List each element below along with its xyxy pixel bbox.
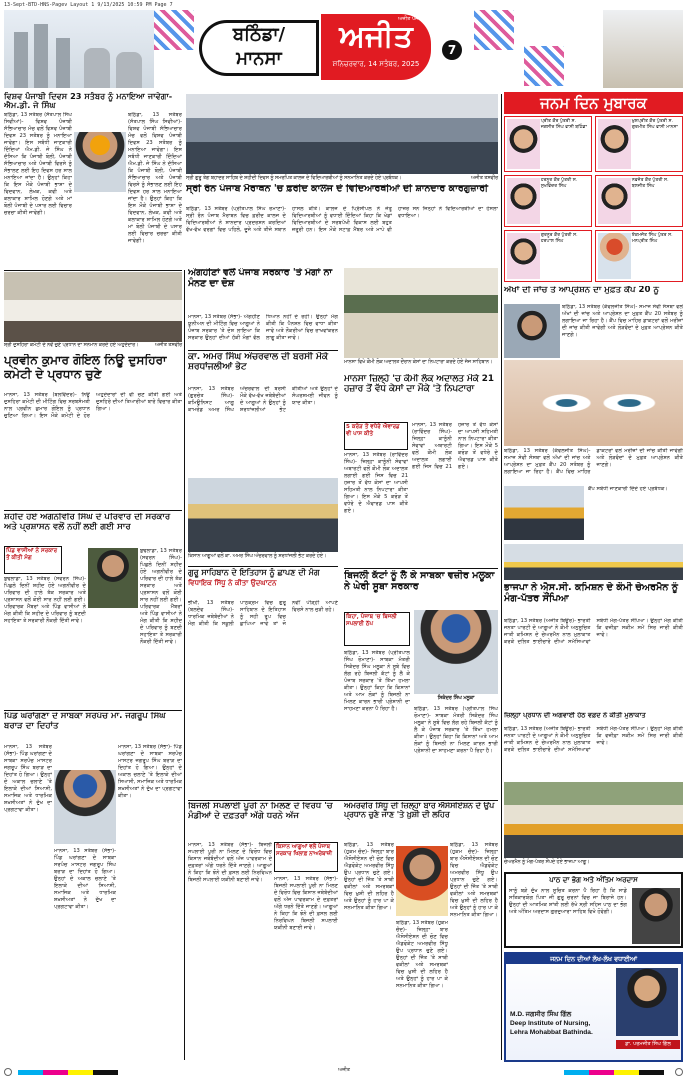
page-slug: 13-Sept-BTD-HNS-Pagev Layout 1 9/13/2025 10:59 PM Page 7 <box>4 2 173 8</box>
marathon-headline: ਸ੍ਰੀ ਰੰਨ ਪੰਜਾਬ ਮੈਰਾਥਨ 'ਚ ਫ਼ਰੀਦ ਕਾਲਜ ਦੇ ਵਿਦਿਆਰਥੀਆਂ ਦੀ ਸ਼ਾਨਦਾਰ ਕਾਰਗੁਜ਼ਾਰੀ <box>186 184 488 194</box>
marathon-group-photo <box>186 94 498 174</box>
dussehra-committee-photo <box>4 272 182 342</box>
birthday-card-text: ਖ਼ੁਸ਼ਪ੍ਰੀਤ ਕੌਰ ਪੁੱਤਰੀ ਸ. ਗੁਰਮੀਤ ਸਿੰਘ ਵਾਸੀ ਮਾਨਸਾ <box>631 119 678 130</box>
amar-tribute-photo <box>188 478 338 552</box>
malooka-body: ਬਠਿੰਡਾ, 13 ਸਤੰਬਰ (ਪ੍ਰੀਤਪਾਲ ਸਿੰਘ ਰੋਮਾਣਾ)- ਸਾਬਕਾ ਮੰਤਰੀ ਸਿਕੰਦਰ ਸਿੰਘ ਮਲੂਕਾ ਨੇ ਸੂਬੇ ਵਿਚ ਲੱਗ ਰਹੇ ਬਿਜਲੀ ਕੱਟਾਂ ਨੂੰ ਲੈ ਕੇ ਪੰਜਾਬ ਸਰਕਾਰ 'ਤੇ ਤਿੱਖਾ ਹਮਲਾ ਕੀਤਾ। ਉਨ੍ਹਾਂ ਕਿਹਾ ਕਿ ਕਿਸਾਨਾਂ ਅਤੇ ਆਮ ਲੋਕਾਂ ਨੂੰ ਬਿਜਲੀ ਨਾ ਮਿਲਣ ਕਾਰਨ ਭਾਰੀ ਪ੍ਰੇਸ਼ਾਨੀ ਦਾ ਸਾਹਮਣਾ ਕਰਨਾ ਪੈ ਰਿਹਾ ਹੈ। <box>344 650 410 712</box>
amar-headline: ਕਾ. ਅਮਰ ਸਿੰਘ ਅੰਚਰਵਾਲ ਦੀ ਬਰਸੀ ਮੌਕੇ ਸ਼ਰਧਾਂਜਲੀਆਂ ਭੇਟ <box>188 352 329 373</box>
child-photo <box>598 119 631 169</box>
history-body: ਭੀਖੀ, 13 ਸਤੰਬਰ (ਬਲਦੇਵ ਸਿੰਘ)- ਧਾਰਮਿਕ ਜਥੇਬੰਦੀਆਂ ਨੇ ਮੰਗ ਕੀਤੀ ਕਿ ਸਕੂਲੀ ਪਾਠਕ੍ਰਮ ਵਿਚ ਗੁਰੂ ਸਾਹਿਬਾਨ ਦੇ ਇਤਿਹਾਸ ਨੂੰ ਸਹੀ ਰੂਪ ਵਿਚ ਛਾਪਿਆ ਜਾਵੇ ਤਾਂ ਜੋ ਨਵੀਂ ਪੀੜ੍ਹੀ ਆਪਣੇ ਵਿਰਸੇ ਨਾਲ ਜੁੜੀ ਰਹੇ। <box>188 600 338 627</box>
bjp-photo-caption: ਚੇਅਰਮੈਨ ਨੂੰ ਮੰਗ-ਪੱਤਰ ਸੌਂਪਦੇ ਹੋਏ ਭਾਜਪਾ ਆਗੂ। <box>504 860 590 865</box>
dussehra-photo-caption: ਸ਼੍ਰੀ ਦੁਸਹਿਰਾ ਕਮੇਟੀ ਦੇ ਨਵੇਂ ਚੁਣੇ ਪ੍ਰਧਾਨ ਦਾ ਸਨਮਾਨ ਕਰਦੇ ਹੋਏ ਅਹੁਦੇਦਾਰ। <box>4 343 139 348</box>
color-bar <box>18 1070 118 1075</box>
supply-boxtext: ਕਿਸਾਨ ਆਗੂਆਂ ਵਲੋਂ ਪੰਜਾਬ ਸਰਕਾਰ ਖਿਲਾਫ਼ ਨਾਅਰੇਬਾਜ਼ੀ <box>276 844 333 857</box>
monument-image <box>603 10 683 88</box>
martyr-body: ਬੁਢਲਾਡਾ, 13 ਸਤੰਬਰ (ਸਵਰਨ ਸਿੰਘ)- ਪਿਛਲੇ ਦਿਨੀਂ ਸ਼ਹੀਦ ਹੋਏ ਅਗਨੀਵੀਰ ਦੇ ਪਰਿਵਾਰ ਦੀ ਹਾਲੇ ਤੱਕ ਸਰਕਾਰ ਅਤੇ ਪ੍ਰਸ਼ਾਸਨ ਵਲੋਂ ਕੋਈ ਸਾਰ ਨਹੀਂ ਲਈ ਗਈ। ਪਰਿਵਾਰਕ ਮੈਂਬਰਾਂ ਅਤੇ ਪਿੰਡ ਵਾਸੀਆਂ ਨੇ ਮੰਗ ਕੀਤੀ ਕਿ ਸ਼ਹੀਦ ਦੇ ਪਰਿਵਾਰ ਨੂੰ ਬਣਦੀ ਸਹਾਇਤਾ ਤੇ ਸਰਕਾਰੀ ਨੌਕਰੀ ਦਿੱਤੀ ਜਾਵੇ। <box>4 576 86 624</box>
praveen-headline: ਪ੍ਰਵੀਨ ਕੁਮਾਰ ਗੋਇਲ ਨਿਊ ਦੁਸਹਿਰਾ ਕਮੇਟੀ ਦੇ ਪ੍ਰਧਾਨ ਚੁਣੇ <box>4 354 167 381</box>
birthday-card <box>504 116 592 172</box>
martyr-body-cont: ਬੁਢਲਾਡਾ, 13 ਸਤੰਬਰ (ਸਵਰਨ ਸਿੰਘ)- ਪਿਛਲੇ ਦਿਨੀਂ ਸ਼ਹੀਦ ਹੋਏ ਅਗਨੀਵੀਰ ਦੇ ਪਰਿਵਾਰ ਦੀ ਹਾਲੇ ਤੱਕ ਸਰਕਾਰ ਅਤੇ ਪ੍ਰਸ਼ਾਸਨ ਵਲੋਂ ਕੋਈ ਸਾਰ ਨਹੀਂ ਲਈ ਗਈ। ਪਰਿਵਾਰਕ ਮੈਂਬਰਾਂ ਅਤੇ ਪਿੰਡ ਵਾਸੀਆਂ ਨੇ ਮੰਗ ਕੀਤੀ ਕਿ ਸ਼ਹੀਦ ਦੇ ਪਰਿਵਾਰ ਨੂੰ ਬਣਦੀ ਸਹਾਇਤਾ ਤੇ ਸਰਕਾਰੀ ਨੌਕਰੀ ਦਿੱਤੀ ਜਾਵੇ। <box>140 548 182 645</box>
anganwadi-body: ਮਾਨਸਾ, 13 ਸਤੰਬਰ (ਸੱਭਾ)- ਅੰਗਹੀਣ ਯੂਨੀਅਨ ਦੀ ਮੀਟਿੰਗ ਵਿਚ ਆਗੂਆਂ ਨੇ ਪੰਜਾਬ ਸਰਕਾਰ 'ਤੇ ਦੋਸ਼ ਲਾਇਆ ਕਿ ਸਰਕਾਰ ਉਨ੍ਹਾਂ ਦੀਆਂ ਹੱਕੀ ਮੰਗਾਂ ਵੱਲ ਧਿਆਨ ਨਹੀਂ ਦੇ ਰਹੀ। ਉਨ੍ਹਾਂ ਮੰਗ ਕੀਤੀ ਕਿ ਪੈਨਸ਼ਨ ਵਿਚ ਵਾਧਾ ਕੀਤਾ ਜਾਵੇ ਅਤੇ ਨੌਕਰੀਆਂ ਵਿਚ ਰਾਖਵਾਂਕਰਨ ਲਾਗੂ ਕੀਤਾ ਜਾਵੇ। <box>188 314 338 341</box>
birthday-card-text: ਏਕਮਜੋਤ ਸਿੰਘ ਪੁੱਤਰ ਸ. ਮਨਪ੍ਰੀਤ ਸਿੰਘ <box>631 233 673 244</box>
edition-name <box>199 20 319 76</box>
amarveer-body: ਬਠਿੰਡਾ, 13 ਸਤੰਬਰ (ਹੁਕਮ ਚੰਦ)- ਜ਼ਿਲ੍ਹਾ ਬਾਰ ਐਸੋਸੀਏਸ਼ਨ ਦੀ ਚੋਣ ਵਿਚ ਐਡਵੋਕੇਟ ਅਮਰਵੀਰ ਸਿੱਧੂ ਉਪ ਪ੍ਰਧਾਨ ਚੁਣੇ ਗਏ। ਉਨ੍ਹਾਂ ਦੀ ਜਿੱਤ 'ਤੇ ਸਾਥੀ ਵਕੀਲਾਂ ਅਤੇ ਸਮਰਥਕਾਂ ਵਿਚ ਖ਼ੁਸ਼ੀ ਦੀ ਲਹਿਰ ਹੈ ਅਤੇ ਉਨ੍ਹਾਂ ਨੂੰ ਹਾਰ ਪਾ ਕੇ ਸਨਮਾਨਿਤ ਕੀਤਾ ਗਿਆ। <box>344 842 394 911</box>
eyes-event-photo <box>504 486 584 540</box>
malooka-quote: ਕਿਹਾ, ਪੰਜਾਬ 'ਚ ਬਿਜਲੀ ਸਪਲਾਈ ਠੱਪ <box>346 614 397 627</box>
history-headline: ਗੁਰੂ ਸਾਹਿਬਾਨ ਦੇ ਇਤਿਹਾਸ ਨੂੰ ਛਾਪਣ ਦੀ ਮੰਗ <box>188 568 320 577</box>
supply-headline: ਬਿਜਲੀ ਸਪਲਾਈ ਪੂਰੀ ਨਾ ਮਿਲਣ ਦੇ ਵਿਰੋਧ 'ਚ ਮੰਡੀਆਂ ਦੇ ਦਫ਼ਤਰਾਂ ਅੱਗੇ ਧਰਨੇ ਅੱਜ <box>188 802 333 821</box>
jagroop-body-cont: ਮਾਨਸਾ, 13 ਸਤੰਬਰ (ਸੱਭਾ)- ਪਿੰਡ ਘਰਾਂਗਣਾ ਦੇ ਸਾਬਕਾ ਸਰਪੰਚ ਮਾਸਟਰ ਜਗਰੂਪ ਸਿੰਘ ਬਰਾੜ ਦਾ ਦਿਹਾਂਤ ਹੋ ਗਿਆ। ਉਨ੍ਹਾਂ ਦੇ ਅਕਾਲ ਚਲਾਣੇ 'ਤੇ ਇਲਾਕੇ ਦੀਆਂ ਸਿਆਸੀ, ਸਮਾਜਿਕ ਅਤੇ ਧਾਰਮਿਕ ਸ਼ਖ਼ਸੀਅਤਾਂ ਨੇ ਦੁੱਖ ਦਾ ਪ੍ਰਗਟਾਵਾ ਕੀਤਾ। <box>118 744 182 799</box>
story1-headline-block <box>4 92 182 110</box>
lok-adalat-headline: ਮਾਨਸਾ ਜ਼ਿਲ੍ਹੇ 'ਚ ਕੌਮੀ ਲੋਕ ਅਦਾਲਤ ਮੌਕੇ 21 ਹਜ਼ਾਰ ਤੋਂ ਵੱਧ ਕੇਸਾਂ ਦਾ ਮੌਕੇ 'ਤੇ ਨਿਪਟਾਰਾ <box>344 374 495 395</box>
birthday-card-text: ਨਵਜੋਤ ਕੌਰ ਪੁੱਤਰੀ ਸ. ਬਲਜੀਤ ਸਿੰਘ <box>631 178 669 189</box>
lok-adalat-photo <box>344 268 498 358</box>
story1-headline: ਵਿਸ਼ਵ ਪੰਜਾਬੀ ਦਿਵਸ 23 ਸਤੰਬਰ ਨੂੰ ਮਨਾਇਆ ਜਾਵੇਗਾ- ਐਮ.ਡੀ. ਜੇ ਸਿੰਘ <box>4 92 173 110</box>
bjp-subhead: ਜ਼ਿਲ੍ਹਾ ਪ੍ਰਧਾਨ ਦੀ ਅਗਵਾਈ ਹੇਠ ਵਫ਼ਦ ਨੇ ਕੀਤੀ ਮੁਲਾਕਾਤ <box>504 712 646 719</box>
birthday-card <box>504 230 592 282</box>
registration-mark-icon <box>4 1068 12 1076</box>
story1-body-cont: ਬਠਿੰਡਾ, 13 ਸਤੰਬਰ (ਸੱਤਪਾਲ ਸਿੰਘ ਸਿਵੀਆਂ)- ਵਿਸ਼ਵ ਪੰਜਾਬੀ ਸੱਭਿਆਚਾਰ ਮੰਚ ਵਲੋਂ ਵਿਸ਼ਵ ਪੰਜਾਬੀ ਦਿਵਸ 23 ਸਤੰਬਰ ਨੂੰ ਮਨਾਇਆ ਜਾਵੇਗਾ। ਇਸ ਸਬੰਧੀ ਜਾਣਕਾਰੀ ਦਿੰਦਿਆਂ ਐਮ.ਡੀ. ਜੇ ਸਿੰਘ ਨੇ ਦੱਸਿਆ ਕਿ ਪੰਜਾਬੀ ਬੋਲੀ, ਪੰਜਾਬੀ ਸੱਭਿਆਚਾਰ ਅਤੇ ਪੰਜਾਬੀ ਵਿਰਸੇ ਨੂੰ ਸੰਭਾਲਣ ਲਈ ਇਹ ਦਿਵਸ ਹਰ ਸਾਲ ਮਨਾਇਆ ਜਾਂਦਾ ਹੈ। ਉਨ੍ਹਾਂ ਕਿਹਾ ਕਿ ਇਸ ਮੌਕੇ ਪੰਜਾਬੀ ਭਾਸ਼ਾ ਦੇ ਵਿਦਵਾਨ, ਲੇਖਕ, ਕਵੀ ਅਤੇ ਕਲਾਕਾਰ ਸ਼ਾਮਿਲ ਹੋਣਗੇ ਅਤੇ ਮਾਂ ਬੋਲੀ ਪੰਜਾਬੀ ਦੇ ਪਸਾਰ ਲਈ ਵਿਚਾਰ ਚਰਚਾ ਕੀਤੀ ਜਾਵੇਗੀ। <box>128 112 182 244</box>
lok-adalat-box <box>344 422 408 450</box>
decorative-pattern <box>154 10 194 50</box>
obituary-photo <box>632 888 680 944</box>
child-photo <box>507 178 540 224</box>
amar-body: ਮਾਨਸਾ, 13 ਸਤੰਬਰ (ਗੁਰਚੇਤ ਸਿੰਘ)- ਕਮਿਊਨਿਸਟ ਆਗੂ ਕਾਮਰੇਡ ਅਮਰ ਸਿੰਘ ਅੰਚਰਵਾਲ ਦੀ ਬਰਸੀ ਮੌਕੇ ਵੱਖ-ਵੱਖ ਜਥੇਬੰਦੀਆਂ ਦੇ ਆਗੂਆਂ ਨੇ ਉਨ੍ਹਾਂ ਨੂੰ ਸ਼ਰਧਾਂਜਲੀਆਂ ਭੇਟ ਕੀਤੀਆਂ ਅਤੇ ਉਨ੍ਹਾਂ ਦੇ ਸੰਘਰਸ਼ਮਈ ਜੀਵਨ ਨੂੰ ਯਾਦ ਕੀਤਾ। <box>188 386 338 413</box>
masthead <box>4 10 683 92</box>
jagroop-photo <box>54 770 116 844</box>
birthday-card <box>595 230 683 282</box>
eyes-caption-block <box>588 486 683 540</box>
amarveer-headline-block <box>344 802 498 838</box>
marathon-photo-credit: ਅਜੀਤ ਤਸਵੀਰ <box>471 176 498 181</box>
decorative-pattern <box>524 46 564 86</box>
child-photo <box>507 119 540 169</box>
malooka-quote-box <box>344 612 410 646</box>
amarveer-headline: ਅਮਰਵੀਰ ਸਿੱਧੂ ਦੀ ਜ਼ਿਲ੍ਹਾ ਬਾਰ ਐਸੋਸੀਏਸ਼ਨ ਦੇ ਉਪ ਪ੍ਰਧਾਨ ਚੁਣੇ ਜਾਣ 'ਤੇ ਖ਼ੁਸ਼ੀ ਦੀ ਲਹਿਰ <box>344 802 495 819</box>
amar-photo-caption: ਕਿਸਾਨ ਆਗੂਆਂ ਵਲੋਂ ਕਾ. ਅਮਰ ਸਿੰਘ ਅੰਚਰਵਾਲ ਨੂੰ ਸ਼ਰਧਾਂਜਲੀ ਭੇਟ ਕਰਦੇ ਹੋਏ। <box>188 554 327 559</box>
page-number: 7 <box>442 40 462 60</box>
martyr-headline-block <box>4 513 182 543</box>
ad-text <box>510 1010 614 1037</box>
history-headline-block <box>188 568 338 596</box>
supply-box <box>274 842 338 872</box>
eyes-headline: ਅੱਖਾਂ ਦੀ ਜਾਂਚ ਤੇ ਆਪ੍ਰੇਸ਼ਨ ਦਾ ਮੁਫ਼ਤ ਕੈਂਪ 20 ਨੂੰ <box>504 286 660 295</box>
ad-badge: ਡਾ. ਪਰਮਜੀਤ ਸਿੰਘ ਗਿੱਲ <box>616 1040 680 1049</box>
marathon-photo-caption: ਸ੍ਰੀ ਗੁਰੂ ਤੇਗ ਬਹਾਦਰ ਸਾਹਿਬ ਦੇ ਸ਼ਹੀਦੀ ਦਿਵਸ ਨੂੰ ਸਮਰਪਿਤ ਕਾਲਜ ਦੇ ਵਿਦਿਆਰਥੀਆਂ ਨੂੰ ਸਨਮਾਨਿਤ ਕਰਦੇ ਹੋਏ ਪ੍ਰਬੰਧਕ। <box>186 176 402 181</box>
child-photo <box>598 233 631 279</box>
supply-body: ਮਾਨਸਾ, 13 ਸਤੰਬਰ (ਸੱਭਾ)- ਬਿਜਲੀ ਸਪਲਾਈ ਪੂਰੀ ਨਾ ਮਿਲਣ ਦੇ ਵਿਰੋਧ ਵਿਚ ਕਿਸਾਨ ਜਥੇਬੰਦੀਆਂ ਵਲੋਂ ਅੱਜ ਪਾਵਰਕਾਮ ਦੇ ਦਫ਼ਤਰਾਂ ਅੱਗੇ ਧਰਨੇ ਦਿੱਤੇ ਜਾਣਗੇ। ਆਗੂਆਂ ਨੇ ਕਿਹਾ ਕਿ ਝੋਨੇ ਦੀ ਫ਼ਸਲ ਲਈ ਨਿਰਵਿਘਨ ਬਿਜਲੀ ਸਪਲਾਈ ਯਕੀਨੀ ਬਣਾਈ ਜਾਵੇ। <box>188 842 272 883</box>
dussehra-photo-credit: ਅਜੀਤ ਤਸਵੀਰ <box>155 343 182 348</box>
decorative-pattern <box>474 10 514 50</box>
paper-logo <box>321 14 431 80</box>
masthead-logo <box>199 14 439 84</box>
malooka-headline-block <box>344 570 498 606</box>
eye-closeup-image <box>504 360 683 446</box>
amarveer-body-cont2: ਬਠਿੰਡਾ, 13 ਸਤੰਬਰ (ਹੁਕਮ ਚੰਦ)- ਜ਼ਿਲ੍ਹਾ ਬਾਰ ਐਸੋਸੀਏਸ਼ਨ ਦੀ ਚੋਣ ਵਿਚ ਐਡਵੋਕੇਟ ਅਮਰਵੀਰ ਸਿੱਧੂ ਉਪ ਪ੍ਰਧਾਨ ਚੁਣੇ ਗਏ। ਉਨ੍ਹਾਂ ਦੀ ਜਿੱਤ 'ਤੇ ਸਾਥੀ ਵਕੀਲਾਂ ਅਤੇ ਸਮਰਥਕਾਂ ਵਿਚ ਖ਼ੁਸ਼ੀ ਦੀ ਲਹਿਰ ਹੈ ਅਤੇ ਉਨ੍ਹਾਂ ਨੂੰ ਹਾਰ ਪਾ ਕੇ ਸਨਮਾਨਿਤ ਕੀਤਾ ਗਿਆ। <box>396 920 448 989</box>
jagroop-headline: ਪਿੰਡ ਘਰਾਂਗਣਾ ਦੇ ਸਾਬਕਾ ਸਰਪੰਚ ਮਾ. ਜਗਰੂਪ ਸਿੰਘ ਬਰਾੜ ਦਾ ਦਿਹਾਂਤ <box>4 712 166 731</box>
malooka-headline: ਬਿਜਲੀ ਕੱਟਾਂ ਨੂੰ ਲੈ ਕੇ ਸਾਬਕਾ ਵਜ਼ੀਰ ਮਲੂਕਾ ਨੇ ਘੇਰੀ ਸੂਬਾ ਸਰਕਾਰ <box>344 570 495 593</box>
ad-line-1: M.D. ਜਗਸੀਰ ਸਿੰਘ ਗਿੱਲ <box>510 1011 572 1018</box>
amarveer-photo <box>396 846 448 916</box>
amarveer-body-cont: ਬਠਿੰਡਾ, 13 ਸਤੰਬਰ (ਹੁਕਮ ਚੰਦ)- ਜ਼ਿਲ੍ਹਾ ਬਾਰ ਐਸੋਸੀਏਸ਼ਨ ਦੀ ਚੋਣ ਵਿਚ ਐਡਵੋਕੇਟ ਅਮਰਵੀਰ ਸਿੱਧੂ ਉਪ ਪ੍ਰਧਾਨ ਚੁਣੇ ਗਏ। ਉਨ੍ਹਾਂ ਦੀ ਜਿੱਤ 'ਤੇ ਸਾਥੀ ਵਕੀਲਾਂ ਅਤੇ ਸਮਰਥਕਾਂ ਵਿਚ ਖ਼ੁਸ਼ੀ ਦੀ ਲਹਿਰ ਹੈ ਅਤੇ ਉਨ੍ਹਾਂ ਨੂੰ ਹਾਰ ਪਾ ਕੇ ਸਨਮਾਨਿਤ ਕੀਤਾ ਗਿਆ। <box>450 842 498 918</box>
anganwadi-headline: ਅੰਗਹੀਣਾਂ ਵਲੋਂ ਪੰਜਾਬ ਸਰਕਾਰ 'ਤੇ ਮੰਗਾਂ ਨਾ ਮੰਨਣ ਦਾ ਦੋਸ਼ <box>188 268 333 289</box>
malooka-photo <box>414 610 498 694</box>
story1-photo <box>74 132 126 192</box>
lok-adalat-boxtext: 5 ਕਰੋੜ ਤੋਂ ਵਧੇਰੇ ਐਵਾਰਡ ਵੀ ਪਾਸ ਕੀਤੇ <box>346 424 400 437</box>
praveen-body: ਮਾਨਸਾ, 13 ਸਤੰਬਰ (ਬਲਵਿੰਦਰ)- ਨਿਊ ਦੁਸਹਿਰਾ ਕਮੇਟੀ ਦੀ ਮੀਟਿੰਗ ਵਿਚ ਸਰਬਸੰਮਤੀ ਨਾਲ ਪ੍ਰਵੀਨ ਕੁਮਾਰ ਗੋਇਲ ਨੂੰ ਪ੍ਰਧਾਨ ਚੁਣਿਆ ਗਿਆ। ਇਸ ਮੌਕੇ ਕਮੇਟੀ ਦੇ ਹੋਰ ਅਹੁਦੇਦਾਰਾਂ ਦੀ ਵੀ ਚੋਣ ਕੀਤੀ ਗਈ ਅਤੇ ਦੁਸਹਿਰੇ ਦੀਆਂ ਤਿਆਰੀਆਂ ਬਾਰੇ ਵਿਚਾਰ ਕੀਤਾ ਗਿਆ। <box>4 392 182 419</box>
martyr-sub-box <box>4 546 62 574</box>
obituary-title: ਪਾਠ ਦਾ ਭੋਗ ਅਤੇ ਅੰਤਿਮ ਅਰਦਾਸ <box>549 876 638 884</box>
lok-adalat-body-cont: ਮਾਨਸਾ, 13 ਸਤੰਬਰ (ਰਾਵਿੰਦਰ ਸਿੰਘ)- ਜ਼ਿਲ੍ਹਾ ਕਾਨੂੰਨੀ ਸੇਵਾਵਾਂ ਅਥਾਰਟੀ ਵਲੋਂ ਕੌਮੀ ਲੋਕ ਅਦਾਲਤ ਲਗਾਈ ਗਈ ਜਿਸ ਵਿਚ 21 ਹਜ਼ਾਰ ਤੋਂ ਵੱਧ ਕੇਸਾਂ ਦਾ ਆਪਸੀ ਸਹਿਮਤੀ ਨਾਲ ਨਿਪਟਾਰਾ ਕੀਤਾ ਗਿਆ। ਇਸ ਮੌਕੇ 5 ਕਰੋੜ ਤੋਂ ਵਧੇਰੇ ਦੇ ਐਵਾਰਡ ਪਾਸ ਕੀਤੇ ਗਏ। <box>412 422 498 470</box>
ad-top-banner: ਜਨਮ ਦਿਨ ਦੀਆਂ ਲੱਖ-ਲੱਖ ਵਧਾਈਆਂ <box>506 954 681 964</box>
bjp-headline-block <box>504 582 683 616</box>
edition-city-1: ਬਠਿੰਡਾ/ <box>232 24 286 45</box>
lok-adalat-caption: ਮਾਨਸਾ ਵਿਖੇ ਕੌਮੀ ਲੋਕ ਅਦਾਲਤ ਦੌਰਾਨ ਕੇਸਾਂ ਦਾ ਨਿਪਟਾਰਾ ਕਰਦੇ ਹੋਏ ਜੱਜ ਸਾਹਿਬਾਨ। <box>344 360 493 365</box>
bjp-delegation-photo <box>504 544 683 580</box>
jagroop-body-cont2: ਮਾਨਸਾ, 13 ਸਤੰਬਰ (ਸੱਭਾ)- ਪਿੰਡ ਘਰਾਂਗਣਾ ਦੇ ਸਾਬਕਾ ਸਰਪੰਚ ਮਾਸਟਰ ਜਗਰੂਪ ਸਿੰਘ ਬਰਾੜ ਦਾ ਦਿਹਾਂਤ ਹੋ ਗਿਆ। ਉਨ੍ਹਾਂ ਦੇ ਅਕਾਲ ਚਲਾਣੇ 'ਤੇ ਇਲਾਕੇ ਦੀਆਂ ਸਿਆਸੀ, ਸਮਾਜਿਕ ਅਤੇ ਧਾਰਮਿਕ ਸ਼ਖ਼ਸੀਅਤਾਂ ਨੇ ਦੁੱਖ ਦਾ ਪ੍ਰਗਟਾਵਾ ਕੀਤਾ। <box>54 848 116 910</box>
ad-line-3: Lehra Mohabbat Bathinda. <box>510 1029 593 1036</box>
anganwadi-headline-block <box>188 268 338 312</box>
birthday-card-text: ਪ੍ਰੀਤ ਕੌਰ ਪੁੱਤਰੀ ਸ. ਜਗਸੀਰ ਸਿੰਘ ਵਾਸੀ ਬਠਿੰਡਾ <box>540 119 587 130</box>
malooka-name: ਸਿਕੰਦਰ ਸਿੰਘ ਮਲੂਕਾ <box>437 696 475 701</box>
color-bar <box>564 1070 664 1075</box>
martyr-headline: ਸ਼ਹੀਦ ਹੋਏ ਅਗਨੀਵੀਰ ਸਿੰਘ ਦੇ ਪਰਿਵਾਰ ਦੀ ਸਰਕਾਰ ਅਤੇ ਪ੍ਰਸ਼ਾਸਨ ਵਲੋਂ ਨਹੀਂ ਲਈ ਗਈ ਸਾਰ <box>4 513 171 532</box>
birthday-card <box>595 116 683 172</box>
bjp-meeting-photo <box>504 782 683 858</box>
issue-date: ਸ਼ਨਿਚਰਵਾਰ, 14 ਸਤੰਬਰ, 2025 <box>332 60 420 68</box>
amar-headline-block <box>188 352 338 382</box>
eye-camp-doctor-photo <box>504 304 560 358</box>
martyr-photo <box>88 548 138 608</box>
lok-adalat-body: ਮਾਨਸਾ, 13 ਸਤੰਬਰ (ਰਾਵਿੰਦਰ ਸਿੰਘ)- ਜ਼ਿਲ੍ਹਾ ਕਾਨੂੰਨੀ ਸੇਵਾਵਾਂ ਅਥਾਰਟੀ ਵਲੋਂ ਕੌਮੀ ਲੋਕ ਅਦਾਲਤ ਲਗਾਈ ਗਈ ਜਿਸ ਵਿਚ 21 ਹਜ਼ਾਰ ਤੋਂ ਵੱਧ ਕੇਸਾਂ ਦਾ ਆਪਸੀ ਸਹਿਮਤੀ ਨਾਲ ਨਿਪਟਾਰਾ ਕੀਤਾ ਗਿਆ। ਇਸ ਮੌਕੇ 5 ਕਰੋੜ ਤੋਂ ਵਧੇਰੇ ਦੇ ਐਵਾਰਡ ਪਾਸ ਕੀਤੇ ਗਏ। <box>344 452 408 514</box>
malooka-body-cont: ਬਠਿੰਡਾ, 13 ਸਤੰਬਰ (ਪ੍ਰੀਤਪਾਲ ਸਿੰਘ ਰੋਮਾਣਾ)- ਸਾਬਕਾ ਮੰਤਰੀ ਸਿਕੰਦਰ ਸਿੰਘ ਮਲੂਕਾ ਨੇ ਸੂਬੇ ਵਿਚ ਲੱਗ ਰਹੇ ਬਿਜਲੀ ਕੱਟਾਂ ਨੂੰ ਲੈ ਕੇ ਪੰਜਾਬ ਸਰਕਾਰ 'ਤੇ ਤਿੱਖਾ ਹਮਲਾ ਕੀਤਾ। ਉਨ੍ਹਾਂ ਕਿਹਾ ਕਿ ਕਿਸਾਨਾਂ ਅਤੇ ਆਮ ਲੋਕਾਂ ਨੂੰ ਬਿਜਲੀ ਨਾ ਮਿਲਣ ਕਾਰਨ ਭਾਰੀ ਪ੍ਰੇਸ਼ਾਨੀ ਦਾ ਸਾਹਮਣਾ ਕਰਨਾ ਪੈ ਰਿਹਾ ਹੈ। <box>414 706 498 754</box>
ad-person-photo <box>616 968 678 1036</box>
newspaper-page <box>4 10 683 1080</box>
bjp-sub-block <box>504 712 683 724</box>
eyes-headline-block <box>504 286 683 302</box>
history-subhead: ਵਿਧਾਇਕ ਸਿੱਧੂ ਨੇ ਕੀਤਾ ਉਦਘਾਟਨ <box>188 579 277 588</box>
marathon-body: ਬਠਿੰਡਾ, 13 ਸਤੰਬਰ (ਪ੍ਰੀਤਪਾਲ ਸਿੰਘ ਰੋਮਾਣਾ)- ਸ੍ਰੀ ਰੰਨ ਪੰਜਾਬ ਮੈਰਾਥਨ ਵਿਚ ਫ਼ਰੀਦ ਕਾਲਜ ਦੇ ਵਿਦਿਆਰਥੀਆਂ ਨੇ ਸ਼ਾਨਦਾਰ ਪ੍ਰਦਰਸ਼ਨ ਕਰਦਿਆਂ ਵੱਖ-ਵੱਖ ਵਰਗਾਂ ਵਿਚ ਪਹਿਲੇ, ਦੂਜੇ ਅਤੇ ਤੀਜੇ ਸਥਾਨ ਹਾਸਲ ਕੀਤੇ। ਕਾਲਜ ਦੇ ਪ੍ਰਿੰਸੀਪਲ ਨੇ ਜੇਤੂ ਵਿਦਿਆਰਥੀਆਂ ਨੂੰ ਵਧਾਈ ਦਿੰਦਿਆਂ ਕਿਹਾ ਕਿ ਖੇਡਾਂ ਵਿਦਿਆਰਥੀਆਂ ਦੇ ਸਰਬਪੱਖੀ ਵਿਕਾਸ ਲਈ ਬਹੁਤ ਜ਼ਰੂਰੀ ਹਨ। ਇਸ ਮੌਕੇ ਸਟਾਫ਼ ਮੈਂਬਰ ਅਤੇ ਮਾਪੇ ਵੀ ਹਾਜ਼ਰ ਸਨ ਜਿਨ੍ਹਾਂ ਨੇ ਵਿਦਿਆਰਥੀਆਂ ਦਾ ਹੌਸਲਾ ਵਧਾਇਆ। <box>186 206 498 233</box>
lok-adalat-headline-block <box>344 374 498 418</box>
birthday-section-title: ਜਨਮ ਦਿਨ ਮੁਬਾਰਕ <box>504 92 683 114</box>
supply-body-cont: ਮਾਨਸਾ, 13 ਸਤੰਬਰ (ਸੱਭਾ)- ਬਿਜਲੀ ਸਪਲਾਈ ਪੂਰੀ ਨਾ ਮਿਲਣ ਦੇ ਵਿਰੋਧ ਵਿਚ ਕਿਸਾਨ ਜਥੇਬੰਦੀਆਂ ਵਲੋਂ ਅੱਜ ਪਾਵਰਕਾਮ ਦੇ ਦਫ਼ਤਰਾਂ ਅੱਗੇ ਧਰਨੇ ਦਿੱਤੇ ਜਾਣਗੇ। ਆਗੂਆਂ ਨੇ ਕਿਹਾ ਕਿ ਝੋਨੇ ਦੀ ਫ਼ਸਲ ਲਈ ਨਿਰਵਿਘਨ ਬਿਜਲੀ ਸਪਲਾਈ ਯਕੀਨੀ ਬਣਾਈ ਜਾਵੇ। <box>274 876 338 931</box>
eyes-caption: ਕੈਂਪ ਸਬੰਧੀ ਜਾਣਕਾਰੀ ਦਿੰਦੇ ਹੋਏ ਪ੍ਰਬੰਧਕ। <box>588 486 668 492</box>
paper-tagline: ਅਜੀਤ ਪੰਜਾਬ <box>398 16 423 22</box>
edition-city-2: ਮਾਨਸਾ <box>236 48 282 69</box>
registration-mark-icon <box>675 1068 683 1076</box>
thermal-plant-image <box>4 10 154 88</box>
obituary-notice <box>504 872 683 948</box>
eyes-body: ਬਠਿੰਡਾ, 13 ਸਤੰਬਰ (ਕੰਵਲਜੀਤ ਸਿੰਘ)- ਸਮਾਜ ਸੇਵੀ ਸੰਸਥਾ ਵਲੋਂ ਅੱਖਾਂ ਦੀ ਜਾਂਚ ਅਤੇ ਆਪ੍ਰੇਸ਼ਨ ਦਾ ਮੁਫ਼ਤ ਕੈਂਪ 20 ਸਤੰਬਰ ਨੂੰ ਲਗਾਇਆ ਜਾ ਰਿਹਾ ਹੈ। ਕੈਂਪ ਵਿਚ ਮਾਹਿਰ ਡਾਕਟਰਾਂ ਵਲੋਂ ਮਰੀਜ਼ਾਂ ਦੀ ਜਾਂਚ ਕੀਤੀ ਜਾਵੇਗੀ ਅਤੇ ਲੋੜਵੰਦਾਂ ਦੇ ਮੁਫ਼ਤ ਆਪ੍ਰੇਸ਼ਨ ਕੀਤੇ ਜਾਣਗੇ। <box>562 304 683 338</box>
marathon-headline-block <box>186 184 498 202</box>
bjp-body: ਬਠਿੰਡਾ, 13 ਸਤੰਬਰ (ਅਜੀਤ ਬਿਊਰੋ)- ਭਾਰਤੀ ਜਨਤਾ ਪਾਰਟੀ ਦੇ ਆਗੂਆਂ ਨੇ ਕੌਮੀ ਅਨੁਸੂਚਿਤ ਜਾਤੀ ਕਮਿਸ਼ਨ ਦੇ ਚੇਅਰਮੈਨ ਨਾਲ ਮੁਲਾਕਾਤ ਕਰਕੇ ਦਲਿਤ ਭਾਈਚਾਰੇ ਦੀਆਂ ਸਮੱਸਿਆਵਾਂ ਸਬੰਧੀ ਮੰਗ-ਪੱਤਰ ਸੌਂਪਿਆ। ਉਨ੍ਹਾਂ ਮੰਗ ਕੀਤੀ ਕਿ ਵਜ਼ੀਫ਼ਾ ਸਕੀਮ ਸਮੇਂ ਸਿਰ ਜਾਰੀ ਕੀਤੀ ਜਾਵੇ। <box>504 618 683 645</box>
birthday-card-text: ਗੁਰਨੂਰ ਕੌਰ ਪੁੱਤਰੀ ਸ. ਹਰਪਾਲ ਸਿੰਘ <box>540 233 578 244</box>
obituary-body: ਸਾਨੂੰ ਬੜੇ ਦੁੱਖ ਨਾਲ ਸੂਚਿਤ ਕਰਨਾ ਪੈ ਰਿਹਾ ਹੈ ਕਿ ਸਾਡੇ ਸਤਿਕਾਰਯੋਗ ਪਿਤਾ ਜੀ ਗੁਰੂ ਚਰਨਾਂ ਵਿਚ ਜਾ ਬਿਰਾਜੇ ਹਨ। ਉਨ੍ਹਾਂ ਦੀ ਆਤਮਿਕ ਸ਼ਾਂਤੀ ਲਈ ਰੱਖੇ ਸ੍ਰੀ ਸਹਿਜ ਪਾਠ ਦਾ ਭੋਗ ਅਤੇ ਅੰਤਿਮ ਅਰਦਾਸ ਗੁਰਦੁਆਰਾ ਸਾਹਿਬ ਵਿਖੇ ਹੋਵੇਗੀ। <box>509 888 627 915</box>
eyes-body-cont: ਬਠਿੰਡਾ, 13 ਸਤੰਬਰ (ਕੰਵਲਜੀਤ ਸਿੰਘ)- ਸਮਾਜ ਸੇਵੀ ਸੰਸਥਾ ਵਲੋਂ ਅੱਖਾਂ ਦੀ ਜਾਂਚ ਅਤੇ ਆਪ੍ਰੇਸ਼ਨ ਦਾ ਮੁਫ਼ਤ ਕੈਂਪ 20 ਸਤੰਬਰ ਨੂੰ ਲਗਾਇਆ ਜਾ ਰਿਹਾ ਹੈ। ਕੈਂਪ ਵਿਚ ਮਾਹਿਰ ਡਾਕਟਰਾਂ ਵਲੋਂ ਮਰੀਜ਼ਾਂ ਦੀ ਜਾਂਚ ਕੀਤੀ ਜਾਵੇਗੀ ਅਤੇ ਲੋੜਵੰਦਾਂ ਦੇ ਮੁਫ਼ਤ ਆਪ੍ਰੇਸ਼ਨ ਕੀਤੇ ਜਾਣਗੇ। <box>504 448 683 475</box>
paper-name: ਅਜੀਤ <box>339 19 413 54</box>
birthday-card <box>504 175 592 227</box>
ad-line-2: Deep Institute of Nursing, <box>510 1020 591 1027</box>
bjp-body-cont: ਬਠਿੰਡਾ, 13 ਸਤੰਬਰ (ਅਜੀਤ ਬਿਊਰੋ)- ਭਾਰਤੀ ਜਨਤਾ ਪਾਰਟੀ ਦੇ ਆਗੂਆਂ ਨੇ ਕੌਮੀ ਅਨੁਸੂਚਿਤ ਜਾਤੀ ਕਮਿਸ਼ਨ ਦੇ ਚੇਅਰਮੈਨ ਨਾਲ ਮੁਲਾਕਾਤ ਕਰਕੇ ਦਲਿਤ ਭਾਈਚਾਰੇ ਦੀਆਂ ਸਮੱਸਿਆਵਾਂ ਸਬੰਧੀ ਮੰਗ-ਪੱਤਰ ਸੌਂਪਿਆ। ਉਨ੍ਹਾਂ ਮੰਗ ਕੀਤੀ ਕਿ ਵਜ਼ੀਫ਼ਾ ਸਕੀਮ ਸਮੇਂ ਸਿਰ ਜਾਰੀ ਕੀਤੀ ਜਾਵੇ। <box>504 726 683 753</box>
advertisement <box>504 952 683 1062</box>
praveen-headline-block <box>4 354 182 388</box>
child-photo <box>598 178 631 224</box>
birthday-card <box>595 175 683 227</box>
story1-body: ਬਠਿੰਡਾ, 13 ਸਤੰਬਰ (ਸੱਤਪਾਲ ਸਿੰਘ ਸਿਵੀਆਂ)- ਵਿਸ਼ਵ ਪੰਜਾਬੀ ਸੱਭਿਆਚਾਰ ਮੰਚ ਵਲੋਂ ਵਿਸ਼ਵ ਪੰਜਾਬੀ ਦਿਵਸ 23 ਸਤੰਬਰ ਨੂੰ ਮਨਾਇਆ ਜਾਵੇਗਾ। ਇਸ ਸਬੰਧੀ ਜਾਣਕਾਰੀ ਦਿੰਦਿਆਂ ਐਮ.ਡੀ. ਜੇ ਸਿੰਘ ਨੇ ਦੱਸਿਆ ਕਿ ਪੰਜਾਬੀ ਬੋਲੀ, ਪੰਜਾਬੀ ਸੱਭਿਆਚਾਰ ਅਤੇ ਪੰਜਾਬੀ ਵਿਰਸੇ ਨੂੰ ਸੰਭਾਲਣ ਲਈ ਇਹ ਦਿਵਸ ਹਰ ਸਾਲ ਮਨਾਇਆ ਜਾਂਦਾ ਹੈ। ਉਨ੍ਹਾਂ ਕਿਹਾ ਕਿ ਇਸ ਮੌਕੇ ਪੰਜਾਬੀ ਭਾਸ਼ਾ ਦੇ ਵਿਦਵਾਨ, ਲੇਖਕ, ਕਵੀ ਅਤੇ ਕਲਾਕਾਰ ਸ਼ਾਮਿਲ ਹੋਣਗੇ ਅਤੇ ਮਾਂ ਬੋਲੀ ਪੰਜਾਬੀ ਦੇ ਪਸਾਰ ਲਈ ਵਿਚਾਰ ਚਰਚਾ ਕੀਤੀ ਜਾਵੇਗੀ। <box>4 112 72 216</box>
jagroop-headline-block <box>4 712 182 740</box>
martyr-subhead: ਪਿੰਡ ਵਾਸੀਆਂ ਨੇ ਸਰਕਾਰ ਤੋਂ ਕੀਤੀ ਮੰਗ <box>6 548 58 561</box>
bjp-headline: ਭਾਜਪਾ ਨੇ ਐਸ.ਸੀ. ਕਮਿਸ਼ਨ ਦੇ ਕੌਮੀ ਚੇਅਰਮੈਨ ਨੂੰ ਮੰਗ-ਪੱਤਰ ਸੌਂਪਿਆ <box>504 582 679 605</box>
supply-headline-block <box>188 802 338 838</box>
jagroop-body: ਮਾਨਸਾ, 13 ਸਤੰਬਰ (ਸੱਭਾ)- ਪਿੰਡ ਘਰਾਂਗਣਾ ਦੇ ਸਾਬਕਾ ਸਰਪੰਚ ਮਾਸਟਰ ਜਗਰੂਪ ਸਿੰਘ ਬਰਾੜ ਦਾ ਦਿਹਾਂਤ ਹੋ ਗਿਆ। ਉਨ੍ਹਾਂ ਦੇ ਅਕਾਲ ਚਲਾਣੇ 'ਤੇ ਇਲਾਕੇ ਦੀਆਂ ਸਿਆਸੀ, ਸਮਾਜਿਕ ਅਤੇ ਧਾਰਮਿਕ ਸ਼ਖ਼ਸੀਅਤਾਂ ਨੇ ਦੁੱਖ ਦਾ ਪ੍ਰਗਟਾਵਾ ਕੀਤਾ। <box>4 744 52 813</box>
footer-mark: ਅਜੀਤ <box>338 1068 350 1073</box>
child-photo <box>507 233 540 279</box>
birthday-card-text: ਹਰਨੂਰ ਕੌਰ ਪੁੱਤਰੀ ਸ. ਸੁਖਵਿੰਦਰ ਸਿੰਘ <box>540 178 578 189</box>
